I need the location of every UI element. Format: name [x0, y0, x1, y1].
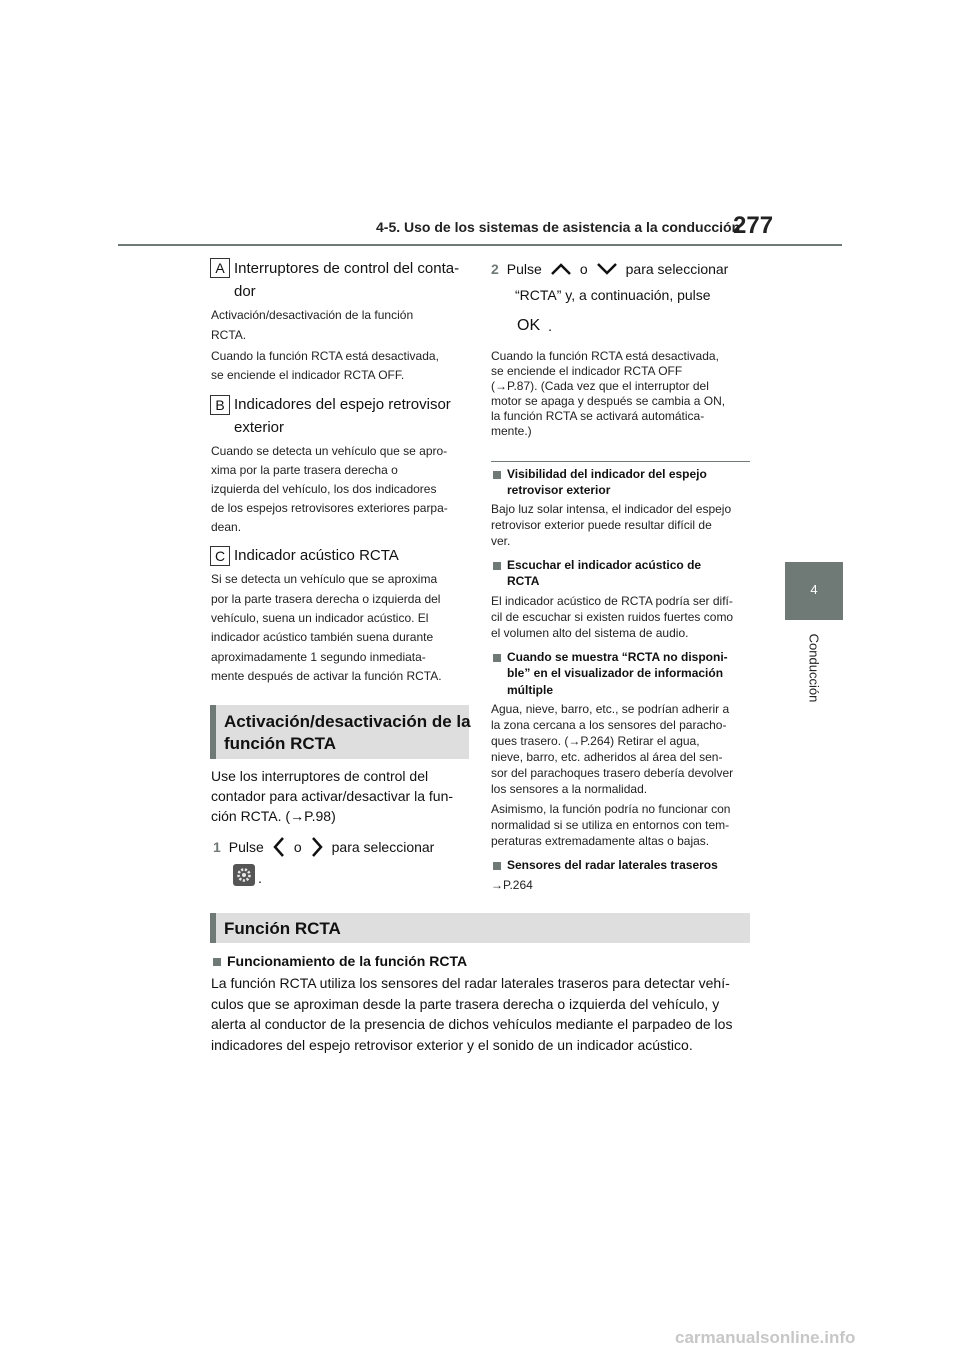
- step-text: o: [579, 261, 588, 277]
- item-c-text: vehículo, suena un indicador acústico. El: [211, 611, 429, 625]
- header-rule: [118, 244, 842, 246]
- note-text: la función RCTA se activará automática-: [491, 409, 705, 423]
- item-c-text: mente después de activar la función RCTA.: [211, 669, 442, 683]
- ok-icon: OK: [517, 317, 541, 334]
- chapter-title: Conducción: [806, 633, 822, 703]
- label-box-a: A: [210, 258, 230, 278]
- intro-text: Use los interruptores de control del: [211, 768, 429, 784]
- chevron-down-icon: [596, 262, 618, 276]
- item-c-title: Indicador acústico RCTA: [234, 547, 399, 564]
- body-text: cil de escuchar si existen ruidos fuertes como: [491, 610, 734, 624]
- chevron-left-icon: [272, 836, 286, 858]
- subhead-visibilidad: retrovisor exterior: [507, 483, 611, 497]
- section-title: 4-5. Uso de los sistemas de asistencia a la conducción: [376, 219, 741, 235]
- item-c-text: Si se detecta un vehículo que se aproxima: [211, 572, 438, 586]
- item-b-title-2: exterior: [234, 419, 285, 436]
- item-b-text: dean.: [211, 520, 242, 534]
- note-text: (→P.87). (Cada vez que el interruptor del: [491, 379, 709, 393]
- subhead-funcionamiento: Funcionamiento de la función RCTA: [213, 953, 467, 969]
- note-text: Cuando la función RCTA está desactivada,: [491, 349, 719, 363]
- label-box-c: C: [210, 546, 230, 566]
- step-end: .: [258, 870, 262, 886]
- body-text: el volumen alto del sistema de audio.: [491, 626, 689, 640]
- body-line: La función RCTA utiliza los sensores del radar laterales traseros para detectar vehí-: [211, 975, 730, 991]
- intro-text: contador para activar/desactivar la fun-: [211, 788, 454, 804]
- intro-text: ción RCTA. (→P.98): [211, 808, 336, 824]
- body-line: indicadores del espejo retrovisor exterior y el sonido de un indicador acústico.: [211, 1037, 693, 1053]
- subhead-no-disponible: ble” en el visualizador de información: [507, 666, 724, 680]
- body-text: sor del parachoques trasero debería devolver: [491, 766, 734, 780]
- chapter-number: 4: [810, 582, 818, 597]
- item-b-title-1: Indicadores del espejo retrovisor: [234, 396, 451, 413]
- subhead-acustico: Escuchar el indicador acústico de: [493, 558, 701, 572]
- subhead-visibilidad: Visibilidad del indicador del espejo: [493, 467, 707, 481]
- section-title-funcion: Función RCTA: [224, 919, 341, 938]
- item-c-text: indicador acústico también suena durante: [211, 630, 434, 644]
- watermark: carmanualsonline.info: [675, 1328, 856, 1347]
- square-bullet-icon: [493, 654, 501, 662]
- step-end: .: [548, 318, 553, 334]
- body-text: Asimismo, la función podría no funcionar con: [491, 802, 731, 816]
- item-a-text: RCTA.: [211, 328, 247, 342]
- settings-row: [233, 864, 262, 886]
- note-text: se enciende el indicador RCTA OFF: [491, 364, 683, 378]
- subhead-acustico: RCTA: [507, 574, 540, 588]
- body-text: ques trasero. (→P.264) Retirar el agua,: [491, 734, 700, 748]
- gear-icon: [233, 864, 255, 886]
- item-a-text: Cuando la función RCTA está desactivada,: [211, 349, 439, 363]
- step-text: Pulse: [506, 261, 542, 277]
- step-2-text: “RCTA” y, a continuación, pulse: [515, 287, 711, 303]
- ok-row: [517, 317, 552, 335]
- page-number: 277: [733, 212, 774, 239]
- step-text: para seleccionar: [331, 839, 435, 855]
- chevron-up-icon: [550, 262, 572, 276]
- subhead-sensores: Sensores del radar laterales traseros: [493, 858, 718, 872]
- body-text: normalidad si se utiliza en entornos con tem-: [491, 818, 730, 832]
- square-bullet-icon: [213, 958, 221, 966]
- item-b-text: izquierda del vehículo, los dos indicadores: [211, 482, 437, 496]
- item-c-text: por la parte trasera derecha o izquierda del: [211, 592, 441, 606]
- body-text: la zona cercana a los sensores del paracho-: [491, 718, 727, 732]
- step-text: para seleccionar: [625, 261, 729, 277]
- item-b-text: de los espejos retrovisores exteriores parpa-: [211, 501, 448, 515]
- step-2: [491, 261, 728, 277]
- note-text: motor se apaga y después se cambia a ON,: [491, 394, 726, 408]
- body-line: culos que se aproximan desde la parte trasera derecha o izquierda del vehículo, y: [211, 996, 720, 1012]
- section-title-line: función RCTA: [224, 734, 337, 753]
- item-a-text: se enciende el indicador RCTA OFF.: [211, 368, 405, 382]
- chevron-right-icon: [310, 836, 324, 858]
- body-text: El indicador acústico de RCTA podría ser difí-: [491, 594, 733, 608]
- body-text: ver.: [491, 534, 511, 548]
- body-text: los sensores a la normalidad.: [491, 782, 648, 796]
- body-text: Agua, nieve, barro, etc., se podrían adherir a: [491, 702, 730, 716]
- square-bullet-icon: [493, 471, 501, 479]
- step-text: o: [293, 839, 302, 855]
- subhead-no-disponible: múltiple: [507, 683, 554, 697]
- step-number: 2: [491, 261, 499, 277]
- label-box-b: B: [210, 395, 230, 415]
- step-text: Pulse: [228, 839, 264, 855]
- page-reference: →P.264: [491, 878, 533, 892]
- body-text: Bajo luz solar intensa, el indicador del espejo: [491, 502, 732, 516]
- body-text: nieve, barro, etc. adheridos al área del sen-: [491, 750, 723, 764]
- body-line: alerta al conductor de la presencia de dichos vehículos mediante el parpadeo de los: [211, 1016, 733, 1032]
- item-a-title-1: Interruptores de control del conta-: [234, 260, 460, 277]
- note-text: mente.): [491, 424, 532, 438]
- item-a-text: Activación/desactivación de la función: [211, 308, 414, 322]
- step-number: 1: [213, 839, 221, 855]
- subhead-no-disponible: Cuando se muestra “RCTA no disponi-: [493, 650, 728, 664]
- body-text: retrovisor exterior puede resultar difícil de: [491, 518, 712, 532]
- item-c-text: aproximadamente 1 segundo inmediata-: [211, 650, 426, 664]
- square-bullet-icon: [493, 862, 501, 870]
- item-a-title-2: dor: [234, 283, 256, 300]
- section-title-line: Activación/desactivación de la: [224, 712, 471, 731]
- item-b-text: xima por la parte trasera derecha o: [211, 463, 398, 477]
- step-1: [213, 836, 434, 858]
- item-b-text: Cuando se detecta un vehículo que se apro-: [211, 444, 448, 458]
- divider: [491, 461, 750, 462]
- body-text: peraturas extremadamente altas o bajas.: [491, 834, 710, 848]
- square-bullet-icon: [493, 562, 501, 570]
